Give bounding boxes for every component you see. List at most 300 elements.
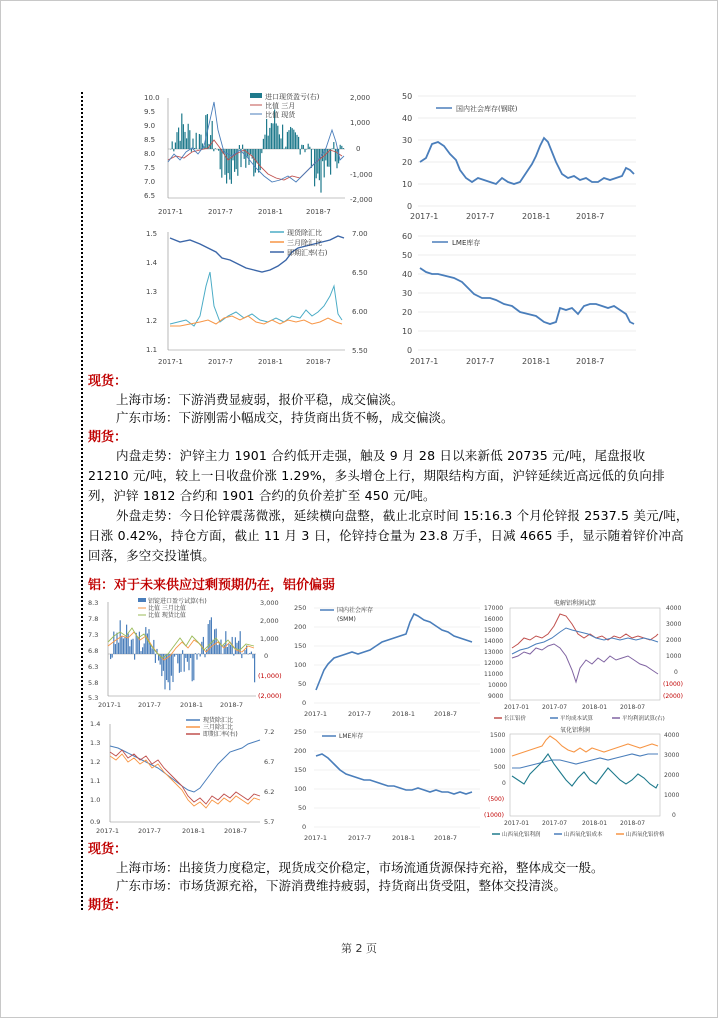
zinc-c4-y-1: 50	[402, 251, 413, 260]
al-c4-legend-0: 现货除汇比	[203, 717, 234, 724]
zinc-c3-legend-0: 现货除汇比	[287, 229, 322, 237]
histogram-bar	[276, 123, 277, 149]
histogram-bar	[238, 641, 239, 654]
al-c4-x-1: 2017-7	[138, 827, 162, 835]
al-c1-yr-2: 1,000	[260, 635, 279, 643]
al-c2-legend-0: 国内社会库存	[337, 607, 374, 614]
histogram-bar	[261, 149, 262, 153]
al-c6-legend-0: 山西氧化铝利润	[502, 832, 541, 838]
al-chart-lme-inventory	[290, 724, 486, 842]
histogram-bar	[258, 149, 259, 173]
al-futures-heading: 期货：	[88, 898, 128, 913]
histogram-bar	[134, 654, 135, 660]
histogram-bar	[153, 640, 154, 654]
al-c6-x-0: 2017-01	[504, 820, 530, 827]
al-c6-legend	[492, 830, 665, 838]
histogram-bar	[250, 149, 251, 154]
al-c5-y-4: 50	[298, 804, 307, 812]
histogram-bar	[330, 149, 331, 175]
histogram-bar	[333, 142, 334, 149]
histogram-bar	[303, 145, 304, 149]
histogram-bar	[175, 142, 176, 149]
zinc-c1-x-1: 2017-7	[208, 208, 233, 216]
zinc-c3-x-0: 2017-1	[158, 358, 183, 366]
histogram-bar	[244, 650, 245, 654]
al-chart-ratio	[88, 596, 284, 708]
zinc-chart-fx-ratio	[130, 226, 392, 366]
zinc-c1-legend-2: 比值 现货	[265, 111, 296, 119]
al-c5-legend-0: LME库存	[339, 733, 364, 740]
histogram-bar	[228, 644, 229, 654]
histogram-bar	[182, 650, 183, 654]
zinc-c3-legend-2: 即期汇率(右)	[287, 249, 328, 257]
histogram-bar	[341, 146, 342, 149]
histogram-bar	[243, 653, 244, 654]
al-c3-yl-4: 13000	[484, 649, 504, 656]
histogram-bar	[195, 653, 196, 654]
zinc-c3-x-2: 2018-1	[258, 358, 283, 366]
zinc-c2-legend-0: 国内社会库存(钢联)	[456, 105, 518, 113]
zinc-c4-y-0: 60	[402, 232, 413, 241]
al-c6-yr-4: 0	[672, 812, 676, 819]
zinc-c4-y-5: 10	[402, 327, 413, 336]
zinc-c1-yl-3: 8.5	[144, 136, 156, 144]
histogram-bar	[219, 643, 220, 654]
histogram-bar	[300, 149, 301, 155]
al-c3-yr-2: 2000	[666, 637, 682, 644]
al-c3-yr-6: (2000)	[663, 693, 683, 700]
zinc-c4-series-lme	[420, 268, 634, 324]
al-c3-yr-5: (1000)	[663, 681, 683, 688]
al-spot-shanghai: 上海市场：出接货力度稳定，现货成交价稳定，市场流通货源保持充裕，整体成交一般。	[116, 860, 604, 875]
histogram-bar	[282, 125, 283, 149]
al-c4-legend	[186, 716, 238, 738]
al-c6-series-profit	[512, 754, 658, 788]
histogram-bar	[230, 645, 231, 654]
zinc-spot-shanghai: 上海市场：下游消费显疲弱，报价平稳，成交偏淡。	[116, 392, 404, 407]
histogram-bar	[233, 654, 234, 656]
histogram-bar	[196, 654, 197, 660]
histogram-bar	[180, 654, 181, 672]
zinc-c4-y-2: 40	[402, 270, 413, 279]
zinc-c2-x-2: 2018-1	[522, 212, 551, 221]
histogram-bar	[288, 130, 289, 149]
zinc-c3-yr-0: 7.00	[352, 230, 368, 238]
histogram-bar	[210, 135, 211, 149]
al-c5-x-0: 2017-1	[304, 834, 328, 842]
al-c6-yr-1: 3000	[664, 752, 680, 759]
histogram-bar	[227, 647, 228, 654]
histogram-bar	[343, 148, 344, 149]
al-c5-y-5: 0	[302, 823, 307, 831]
histogram-bar	[187, 654, 188, 662]
al-c6-yr-3: 1000	[664, 792, 680, 799]
histogram-bar	[301, 145, 302, 149]
histogram-bar	[272, 123, 273, 149]
histogram-bar	[226, 149, 227, 184]
al-c5-y-1: 200	[294, 747, 307, 755]
zinc-c3-x-3: 2018-7	[306, 358, 331, 366]
histogram-bar	[279, 134, 280, 149]
zinc-c2-x-1: 2017-7	[466, 212, 495, 221]
histogram-bar	[144, 643, 145, 654]
histogram-bar	[311, 149, 312, 168]
zinc-c1-yr-3: -1,000	[350, 171, 373, 179]
al-c5-series-lme	[316, 754, 472, 794]
zinc-c2-y-2: 30	[402, 136, 413, 145]
al-c3-yl-3: 14000	[484, 638, 504, 645]
histogram-bar	[239, 145, 240, 149]
al-c6-series-price	[512, 736, 658, 756]
histogram-bar	[132, 639, 133, 654]
al-c4-series-fx-rate	[110, 740, 260, 792]
histogram-bar	[200, 135, 201, 149]
al-c4-legend-2: 即期汇率(右)	[203, 731, 238, 738]
al-c6-yl-3: 0	[502, 780, 506, 787]
al-c3-legend-0: 长江铝价	[504, 716, 527, 722]
histogram-bar	[211, 617, 212, 654]
histogram-bar	[263, 139, 264, 149]
al-c4-yl-5: 0.9	[90, 818, 101, 826]
histogram-bar	[116, 633, 117, 654]
al-c1-legend-2: 比值 现货比值	[148, 612, 186, 619]
histogram-bar	[172, 654, 173, 682]
histogram-bar	[176, 654, 177, 655]
al-c3-series-price	[512, 614, 658, 648]
histogram-bar	[184, 132, 185, 149]
histogram-bar	[287, 132, 288, 149]
histogram-bar	[192, 139, 193, 149]
histogram-bar	[169, 654, 170, 690]
al-c3-title: 电解铝利润试算	[554, 600, 597, 607]
histogram-bar	[178, 128, 179, 149]
al-c1-x-2: 2018-1	[180, 701, 204, 709]
histogram-bar	[214, 629, 215, 654]
histogram-bar	[113, 632, 114, 654]
histogram-bar	[131, 640, 132, 654]
zinc-c4-y-4: 20	[402, 308, 413, 317]
zinc-c1-legend	[250, 92, 320, 119]
al-c6-x-2: 2018-01	[582, 820, 608, 827]
al-c1-legend-1: 比值 三月比值	[148, 605, 186, 612]
histogram-bar	[181, 113, 182, 149]
histogram-bar	[140, 651, 141, 654]
histogram-bar	[308, 144, 309, 149]
histogram-bar	[155, 654, 156, 663]
histogram-bar	[221, 149, 222, 178]
al-c1-legend-0: 铝锭进口盈亏试算(右)	[148, 598, 207, 605]
al-c4-yr-2: 6.2	[264, 788, 275, 796]
al-c2-x-0: 2017-1	[304, 710, 328, 718]
al-c1-yl-2: 7.3	[88, 631, 99, 639]
al-c6-yl-4: (500)	[488, 796, 505, 803]
histogram-bar	[241, 654, 242, 658]
histogram-bar	[309, 147, 310, 149]
zinc-c1-yl-7: 6.5	[144, 192, 156, 200]
histogram-bar	[172, 141, 173, 149]
zinc-c3-yl-1: 1.4	[146, 259, 158, 267]
histogram-bar	[128, 634, 129, 654]
histogram-bar	[296, 135, 297, 149]
histogram-bar	[242, 145, 243, 149]
zinc-c2-x-3: 2018-7	[576, 212, 605, 221]
al-c5-y-3: 100	[294, 785, 307, 793]
histogram-bar	[216, 629, 217, 654]
al-c3-yl-6: 11000	[484, 671, 504, 678]
al-c2-y-3: 100	[294, 661, 307, 669]
al-c4-yl-1: 1.3	[90, 739, 101, 747]
histogram-bar	[292, 128, 293, 149]
page-number: 第 2 页	[341, 942, 377, 955]
histogram-bar	[198, 653, 199, 654]
histogram-bar	[280, 138, 281, 149]
al-c5-x-3: 2018-7	[434, 834, 458, 842]
al-c2-y-0: 250	[294, 604, 307, 612]
al-c1-yl-6: 5.3	[88, 694, 99, 702]
histogram-bar	[240, 631, 241, 654]
histogram-bar	[251, 652, 252, 654]
al-c3-yl-2: 15000	[484, 627, 504, 634]
al-c3-yl-0: 17000	[484, 605, 504, 612]
histogram-bar	[139, 632, 140, 654]
histogram-bar	[174, 654, 175, 657]
al-chart-social-inventory	[290, 600, 486, 718]
histogram-bar	[266, 119, 267, 149]
al-c3-yl-5: 12000	[484, 660, 504, 667]
histogram-bar	[193, 654, 194, 680]
histogram-bar	[295, 132, 296, 149]
zinc-c3-yr-3: 5.50	[352, 347, 368, 355]
al-c1-yl-1: 7.8	[88, 615, 99, 623]
zinc-c2-y-5: 0	[407, 202, 413, 211]
zinc-c3-yl-3: 1.2	[146, 317, 158, 325]
histogram-bar	[121, 636, 122, 654]
histogram-bar	[112, 654, 113, 658]
histogram-bar	[203, 637, 204, 654]
zinc-c4-x-2: 2018-1	[522, 357, 551, 366]
zinc-c3-x-1: 2017-7	[208, 358, 233, 366]
al-c1-yl-0: 8.3	[88, 599, 99, 607]
histogram-bar	[220, 149, 221, 169]
histogram-bar	[231, 149, 232, 184]
histogram-bar	[229, 149, 230, 180]
zinc-chart-lme-inventory	[396, 228, 646, 368]
histogram-bar	[191, 149, 192, 152]
zinc-c1-yr-2: 0	[356, 145, 361, 153]
histogram-bar	[184, 654, 185, 672]
zinc-c4-x-0: 2017-1	[410, 357, 439, 366]
al-c5-x-2: 2018-1	[392, 834, 416, 842]
histogram-bar	[268, 136, 269, 149]
histogram-bar	[180, 141, 181, 149]
al-chart-alumina-profit	[484, 724, 688, 842]
zinc-spot-guangdong: 广东市场：下游刚需小幅成交，持货商出货不畅，成交偏淡。	[116, 410, 454, 425]
al-c4-yr-1: 6.7	[264, 758, 275, 766]
al-c1-yl-5: 5.8	[88, 679, 99, 687]
al-c6-yl-2: 500	[494, 764, 506, 771]
histogram-bar	[126, 625, 127, 654]
al-c6-x-1: 2017-07	[542, 820, 568, 827]
al-c4-yr-0: 7.2	[264, 728, 275, 736]
histogram-bar	[188, 124, 189, 149]
histogram-bar	[212, 121, 213, 149]
histogram-bar	[196, 133, 197, 149]
al-c1-yl-3: 6.8	[88, 647, 99, 655]
zinc-c1-yr-0: 2,000	[350, 94, 371, 102]
histogram-bar	[118, 643, 119, 654]
al-c3-legend-2: 平均利润试算(右)	[622, 716, 665, 722]
histogram-bar	[147, 634, 148, 654]
al-c1-yl-4: 6.3	[88, 663, 99, 671]
al-c3-yr-4: 0	[674, 669, 678, 676]
zinc-futures-domestic: 内盘走势：沪锌主力 1901 合约低开走强，触及 9 月 28 日以来新低 20735 元/吨，尾盘报收 21210 元/吨，较上一日收盘价涨 1.29%，多头增仓上行，期限结构方面，沪锌延续近高远低的负向排列，沪锌 1812 合约和 1901 合约的负价差扩至 450 元/吨。	[88, 448, 665, 503]
al-c3-legend	[494, 714, 665, 722]
al-c5-y-0: 250	[294, 728, 307, 736]
histogram-bar	[215, 148, 216, 149]
histogram-bar	[110, 654, 111, 659]
al-c2-y-5: 0	[302, 699, 307, 707]
al-c3-yr-3: 1000	[666, 653, 682, 660]
al-c3-series-profit	[512, 644, 658, 682]
zinc-c1-legend-1: 比值 三月	[265, 102, 296, 110]
zinc-c2-x-0: 2017-1	[410, 212, 439, 221]
aluminum-section-title: 铝：对于未来供应过剩预期仍在，铝价偏弱	[88, 578, 336, 593]
histogram-bar	[220, 640, 221, 654]
zinc-c1-yr-1: 1,000	[350, 119, 371, 127]
zinc-c1-x-2: 2018-1	[258, 208, 283, 216]
histogram-bar	[188, 654, 189, 670]
histogram-bar	[190, 654, 191, 658]
zinc-c2-y-3: 20	[402, 158, 413, 167]
al-c1-x-3: 2018-7	[220, 701, 244, 709]
zinc-c4-y-3: 30	[402, 289, 413, 298]
zinc-c4-legend-0: LME库存	[452, 239, 481, 247]
zinc-c1-yl-0: 10.0	[144, 94, 160, 102]
al-c2-y-2: 150	[294, 642, 307, 650]
al-c4-yl-4: 1.0	[90, 796, 101, 804]
histogram-bar	[335, 149, 336, 161]
histogram-bar	[254, 654, 255, 682]
zinc-c1-yl-4: 8.0	[144, 150, 156, 158]
histogram-bar	[224, 645, 225, 654]
zinc-c3-legend	[270, 228, 328, 257]
zinc-c4-y-6: 0	[407, 346, 413, 355]
histogram-bar	[285, 147, 286, 149]
al-c2-legend-1: (SMM)	[337, 616, 356, 623]
zinc-futures-heading: 期货：	[88, 430, 128, 445]
histogram-bar	[314, 149, 315, 186]
al-c6-legend-2: 山西氧化铝价格	[626, 832, 665, 838]
al-spot-guangdong: 广东市场：市场货源充裕，下游消费维持疲弱，持货商出货受阻，整体交投清淡。	[116, 878, 567, 893]
zinc-c3-yl-2: 1.3	[146, 288, 158, 296]
histogram-bar	[142, 647, 143, 654]
al-chart-electrolytic-profit	[484, 598, 688, 724]
al-c6-yr-0: 4000	[664, 732, 680, 739]
histogram-bar	[200, 654, 201, 656]
zinc-c2-y-1: 40	[402, 114, 413, 123]
histogram-bar	[316, 149, 317, 178]
al-c4-series-three-month	[110, 754, 260, 808]
al-c2-y-4: 50	[298, 680, 307, 688]
al-c3-yr-0: 4000	[666, 605, 682, 612]
histogram-bar	[186, 138, 187, 149]
al-c3-yl-7: 10000	[488, 682, 508, 689]
al-c6-title: 氧化铝利润	[560, 727, 591, 734]
al-c1-x-0: 2017-1	[98, 701, 122, 709]
histogram-bar	[185, 654, 186, 658]
histogram-bar	[277, 126, 278, 149]
histogram-bar	[217, 645, 218, 654]
al-c1-yr-4: (1,000)	[258, 672, 282, 680]
histogram-bar	[269, 128, 270, 149]
zinc-futures-foreign: 外盘走势：今日伦锌震荡微涨，延续横向盘整，截止北京时间 15:16.3 个月伦锌报 2537.5 美元/吨，日涨 0.42%，持仓方面，截止 11 月 3 日，伦锌持仓量为 23.8 万手，日减 4665 手，显示随着锌价冲高回落，多空交投谨慎。	[88, 508, 689, 563]
histogram-bar	[253, 149, 254, 176]
al-c4-x-2: 2018-1	[182, 827, 206, 835]
al-c6-x-3: 2018-07	[620, 820, 646, 827]
histogram-bar	[264, 135, 265, 149]
histogram-bar	[194, 148, 195, 149]
al-c3-x-0: 2017-01	[504, 704, 530, 711]
histogram-bar	[129, 646, 130, 654]
histogram-bar	[176, 132, 177, 149]
al-c3-legend-1: 平均成本试算	[560, 716, 594, 722]
al-c4-yl-2: 1.2	[90, 758, 101, 766]
al-c3-yl-8: 9000	[488, 693, 504, 700]
al-c1-yr-5: (2,000)	[258, 692, 282, 700]
al-c5-y-2: 150	[294, 766, 307, 774]
al-c1-legend	[138, 597, 207, 619]
histogram-bar	[192, 654, 193, 681]
histogram-bar	[236, 643, 237, 654]
al-c3-yl-1: 16000	[484, 616, 504, 623]
margin-dotted-line	[81, 92, 83, 910]
zinc-c2-y-0: 50	[402, 92, 413, 101]
histogram-bar	[271, 123, 272, 149]
histogram-bar	[340, 145, 341, 149]
al-c2-series-inventory	[316, 614, 472, 690]
zinc-chart-ratio	[130, 90, 392, 220]
histogram-bar	[145, 627, 146, 654]
histogram-bar	[248, 149, 249, 165]
histogram-bar	[213, 149, 214, 151]
zinc-c1-yr-4: -2,000	[350, 196, 373, 204]
zinc-c3-yl-0: 1.5	[146, 230, 158, 238]
al-c2-x-3: 2018-7	[434, 710, 458, 718]
zinc-c4-x-3: 2018-7	[576, 357, 605, 366]
histogram-bar	[293, 130, 294, 149]
histogram-bar	[249, 653, 250, 654]
al-c6-series-cost	[512, 754, 658, 768]
zinc-c3-yr-1: 6.50	[352, 269, 368, 277]
histogram-bar	[137, 637, 138, 654]
histogram-bar	[218, 149, 219, 151]
zinc-c1-x-0: 2017-1	[158, 208, 183, 216]
zinc-chart-social-inventory	[396, 88, 646, 220]
zinc-c3-legend-1: 三月除汇比	[287, 239, 322, 247]
al-c3-yr-1: 3000	[666, 621, 682, 628]
al-c4-yl-0: 1.4	[90, 720, 101, 728]
al-c2-x-1: 2017-7	[348, 710, 372, 718]
al-c6-yl-5: (1000)	[484, 812, 504, 819]
histogram-bar	[205, 115, 206, 149]
al-c4-yr-3: 5.7	[264, 818, 275, 826]
zinc-c2-y-4: 10	[402, 180, 413, 189]
al-c6-yl-0: 1500	[490, 732, 506, 739]
histogram-bar	[123, 639, 124, 654]
histogram-bar	[252, 654, 253, 658]
histogram-bar	[115, 644, 116, 654]
zinc-c4-x-1: 2017-7	[466, 357, 495, 366]
